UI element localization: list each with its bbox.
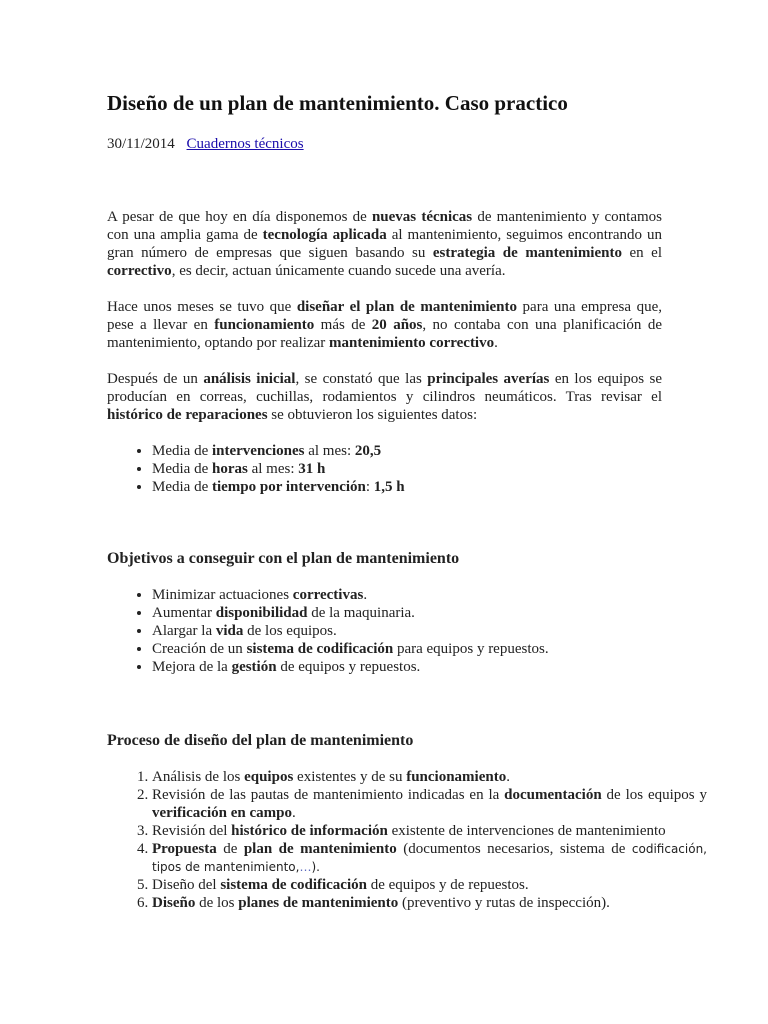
bold-run: sistema de codificación	[220, 877, 367, 893]
list-item	[152, 442, 405, 460]
bold-run: plan de mantenimiento	[243, 841, 397, 857]
text-run: , se constató que las	[295, 371, 428, 387]
bold-run: tiempo por intervención	[211, 479, 366, 495]
bold-run: estrategia de mantenimiento	[432, 245, 622, 261]
text-run: Media de	[152, 461, 212, 477]
text-run: .	[291, 805, 296, 821]
text-run: A pesar de que hoy en día disponemos de	[107, 209, 372, 225]
text-run: se obtuvieron los siguientes datos:	[267, 407, 478, 423]
list-item	[152, 604, 549, 622]
text-run: Análisis de los	[152, 769, 245, 785]
article-title: Diseño de un plan de mantenimiento. Caso practico	[107, 91, 568, 115]
bold-run: correctivo	[107, 263, 172, 279]
text-run: para una empresa que, pese a llevar en	[107, 299, 662, 333]
bold-run: análisis inicial	[203, 371, 296, 387]
article-meta	[107, 136, 304, 153]
text-run: Mejora de la	[152, 659, 232, 675]
bold-run: verificación en campo	[152, 805, 292, 821]
bold-run: funcionamiento	[214, 317, 315, 333]
bold-run: correctivas	[292, 587, 364, 603]
text-run: .	[363, 587, 368, 603]
intro-paragraph-3	[107, 370, 662, 424]
bold-run: disponibilidad	[215, 605, 308, 621]
list-item	[152, 586, 549, 604]
text-run: Después de un	[107, 371, 204, 387]
list-item	[152, 840, 707, 876]
list-item	[152, 786, 707, 822]
bold-run: vida	[215, 623, 244, 639]
list-item	[152, 768, 707, 786]
text-run: Revisión del	[152, 823, 232, 839]
text-run: al mes:	[304, 443, 355, 459]
text-run: (preventivo y rutas de inspección).	[398, 895, 610, 911]
list-item	[152, 822, 707, 840]
text-run: Creación de un	[152, 641, 247, 657]
text-run: Alargar la	[152, 623, 216, 639]
text-run: Media de	[152, 479, 212, 495]
list-item	[152, 658, 549, 676]
intro-paragraph-2	[107, 298, 662, 352]
bold-run: Propuesta	[152, 841, 217, 857]
list-item	[152, 478, 405, 496]
text-run: de los	[195, 895, 239, 911]
text-run: de la maquinaria.	[307, 605, 415, 621]
text-run: (documentos necesarios, sistema de	[396, 841, 632, 857]
text-run: de	[216, 841, 244, 857]
text-run: , es decir, actuan únicamente cuando sucede una avería.	[171, 263, 506, 279]
text-run: ).	[311, 860, 320, 874]
bold-run: intervenciones	[211, 443, 305, 459]
intro-paragraph-1	[107, 208, 662, 280]
text-run: Hace unos meses se tuvo que	[107, 299, 297, 315]
text-run: codificación, tipos de mantenimiento,	[152, 842, 707, 874]
bold-run: sistema de codificación	[246, 641, 394, 657]
bold-run: gestión	[231, 659, 277, 675]
text-run: Minimizar actuaciones	[152, 587, 293, 603]
objectives-heading: Objetivos a conseguir con el plan de mantenimiento	[107, 550, 460, 567]
list-item	[152, 460, 405, 478]
bold-run: nuevas técnicas	[371, 209, 473, 225]
text-run: para equipos y repuestos.	[393, 641, 549, 657]
list-item	[152, 876, 707, 894]
bold-run: equipos	[244, 769, 294, 785]
text-run: en el	[621, 245, 662, 261]
text-run: de los equipos y	[601, 787, 707, 803]
text-run: …	[299, 860, 312, 874]
bold-run: mantenimiento correctivo	[329, 335, 495, 351]
text-run: más de	[314, 317, 372, 333]
stats-list	[107, 442, 405, 496]
text-run: .	[494, 335, 498, 351]
bold-run: 20 años	[371, 317, 423, 333]
objectives-list	[107, 586, 549, 676]
process-heading: Proceso de diseño del plan de mantenimiento	[107, 732, 414, 749]
bold-run: 31 h	[298, 461, 326, 477]
bold-run: planes de mantenimiento	[238, 895, 399, 911]
text-run: existente de intervenciones de mantenimiento	[387, 823, 666, 839]
text-run: .	[506, 769, 510, 785]
bold-run: histórico de reparaciones	[107, 407, 268, 423]
text-run: al mes:	[247, 461, 299, 477]
bold-run: 20,5	[354, 443, 382, 459]
text-run: Diseño del	[152, 877, 221, 893]
bold-run: Diseño	[152, 895, 196, 911]
text-run: de mantenimiento y contamos con una amplia gama de	[107, 209, 663, 243]
text-run: al mantenimiento, seguimos encontrando un gran número de empresas que siguen basando su	[107, 227, 662, 261]
bold-run: principales averías	[427, 371, 550, 387]
text-run: Media de	[152, 443, 212, 459]
text-run: de equipos y de repuestos.	[366, 877, 529, 893]
text-run: en los equipos se producían en correas, cuchillas, rodamientos y cilindros neumáticos. Tras revisar el	[107, 371, 662, 405]
text-run: Revisión de las pautas de mantenimiento indicadas en la	[152, 787, 505, 803]
category-link[interactable]: Cuadernos técnicos	[186, 136, 304, 152]
text-run: , no contaba con una planificación de mantenimiento, optando por realizar	[107, 317, 662, 351]
list-item	[152, 622, 549, 640]
list-item	[152, 640, 549, 658]
text-run: Aumentar	[152, 605, 216, 621]
process-list	[107, 768, 707, 912]
text-run: :	[365, 479, 374, 495]
text-run: de equipos y repuestos.	[276, 659, 421, 675]
bold-run: funcionamiento	[406, 769, 507, 785]
bold-run: horas	[211, 461, 248, 477]
text-run: de los equipos.	[243, 623, 337, 639]
bold-run: histórico de información	[231, 823, 388, 839]
publish-date: 30/11/2014	[107, 136, 175, 152]
list-item	[152, 894, 707, 912]
bold-run: tecnología aplicada	[262, 227, 387, 243]
bold-run: diseñar el plan de mantenimiento	[296, 299, 518, 315]
text-run: existentes y de su	[293, 769, 407, 785]
bold-run: 1,5 h	[373, 479, 405, 495]
bold-run: documentación	[504, 787, 602, 803]
